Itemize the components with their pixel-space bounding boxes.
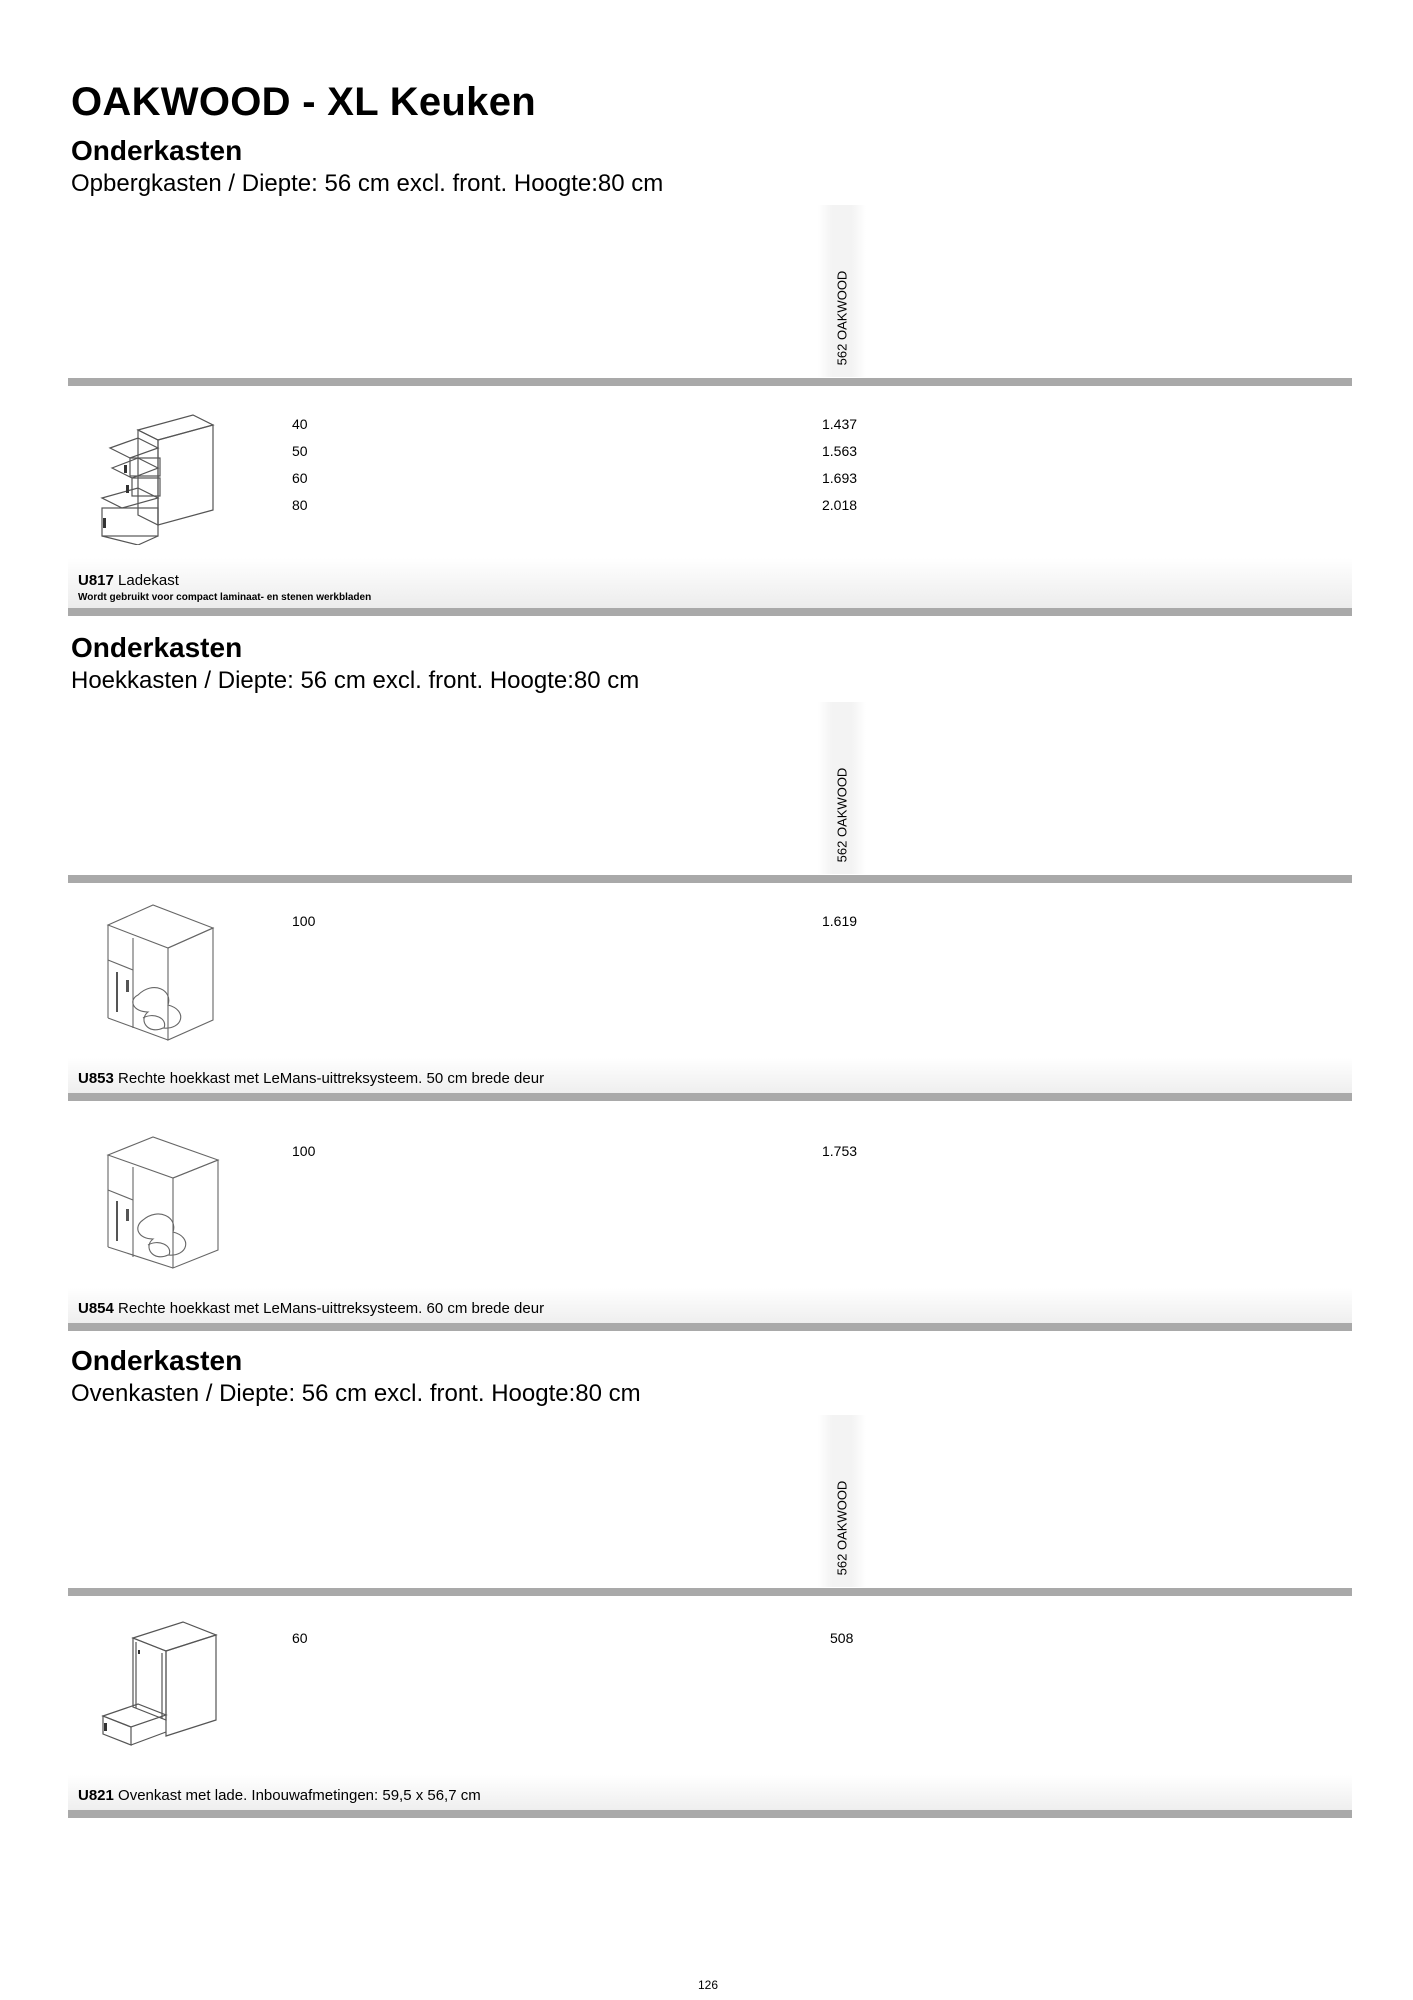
section-heading: Onderkasten — [71, 1345, 243, 1376]
price-cell: 1.437 — [822, 416, 858, 432]
column-header-label: 562 OAKWOOD — [834, 767, 850, 863]
product-name: Ovenkast met lade. Inbouwafmetingen: 59,5 x 56,7 cm — [118, 1787, 481, 1804]
price-cell: 1.619 — [822, 913, 858, 929]
size-cell: 100 — [292, 1143, 316, 1159]
section-heading: Onderkasten — [71, 632, 243, 663]
section-divider — [68, 1323, 1352, 1331]
product-code: U817 — [78, 572, 114, 589]
size-cell: 60 — [292, 470, 308, 486]
product-caption — [78, 1070, 544, 1087]
size-cell: 40 — [292, 416, 308, 432]
product-code: U853 — [78, 1070, 114, 1087]
size-cell: 50 — [292, 443, 308, 459]
size-cell: 80 — [292, 497, 308, 513]
product-code: U821 — [78, 1787, 114, 1804]
page-number: 126 — [698, 1978, 719, 1992]
size-cell: 100 — [292, 913, 316, 929]
size-cell: 60 — [292, 1630, 308, 1646]
product-name: Rechte hoekkast met LeMans-uittreksysteem. 60 cm brede deur — [118, 1300, 545, 1317]
product-caption — [78, 1787, 481, 1804]
oven-cabinet-icon — [98, 1620, 223, 1755]
price-cell: 2.018 — [822, 497, 858, 513]
section-divider — [68, 378, 1352, 386]
price-cell: 508 — [830, 1630, 854, 1646]
drawer-cabinet-icon — [98, 410, 223, 545]
section-heading: Onderkasten — [71, 135, 243, 166]
product-note: Wordt gebruikt voor compact laminaat- en stenen werkbladen — [78, 592, 372, 603]
product-caption — [78, 572, 179, 589]
section-divider — [68, 875, 1352, 883]
section-subheading: Hoekkasten / Diepte: 56 cm excl. front. Hoogte:80 cm — [71, 667, 640, 694]
section-divider — [68, 608, 1352, 616]
corner-cabinet-icon — [98, 1135, 223, 1275]
price-cell: 1.693 — [822, 470, 858, 486]
product-name: Rechte hoekkast met LeMans-uittreksysteem. 50 cm brede deur — [118, 1070, 545, 1087]
section-divider — [68, 1810, 1352, 1818]
section-divider — [68, 1093, 1352, 1101]
product-caption — [78, 1300, 544, 1317]
section-subheading: Ovenkasten / Diepte: 56 cm excl. front. Hoogte:80 cm — [71, 1380, 641, 1407]
page-title: OAKWOOD - XL Keuken — [71, 80, 536, 124]
section-divider — [68, 1588, 1352, 1596]
product-name: Ladekast — [118, 572, 179, 589]
corner-cabinet-icon — [98, 900, 223, 1050]
product-code: U854 — [78, 1300, 114, 1317]
price-cell: 1.563 — [822, 443, 858, 459]
column-header-label: 562 OAKWOOD — [834, 270, 850, 366]
column-header-label: 562 OAKWOOD — [834, 1480, 850, 1576]
price-cell: 1.753 — [822, 1143, 858, 1159]
section-subheading: Opbergkasten / Diepte: 56 cm excl. front. Hoogte:80 cm — [71, 170, 664, 197]
